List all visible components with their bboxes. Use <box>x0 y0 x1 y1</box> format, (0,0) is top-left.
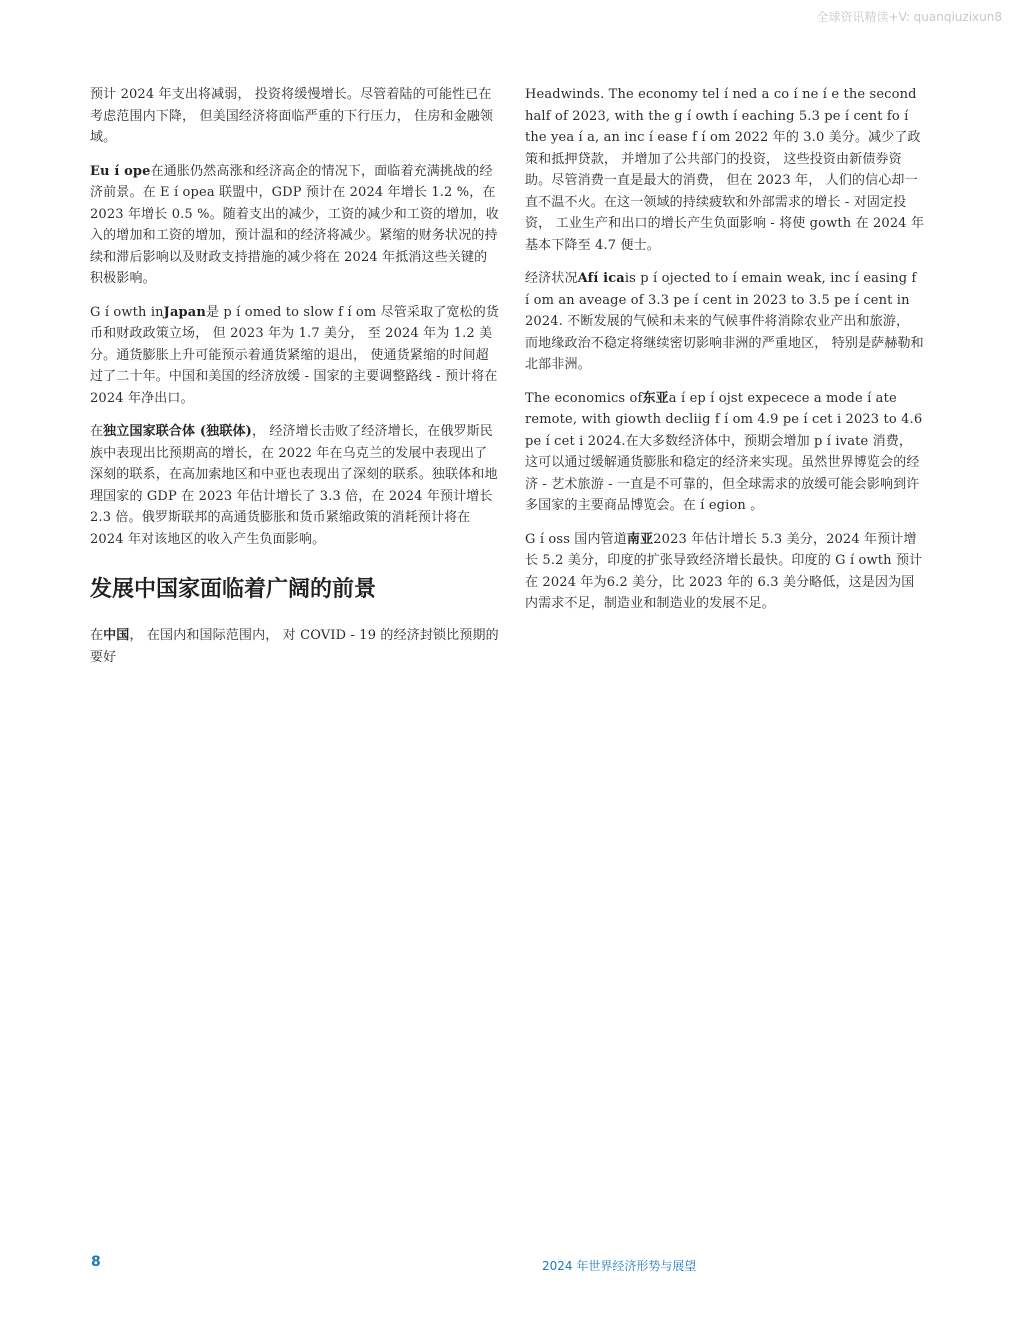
region-china: 中国 <box>103 628 130 643</box>
section-heading: 发展中国家面临着广阔的前景 <box>90 577 377 602</box>
paragraph-china-text: ， 在国内和国际范围内， 对 COVID - 19 的经济封锁比预期的要好 <box>90 628 499 665</box>
paragraph-south-asia-text: 2023 年估计增长 5.3 美分，2024 年预计增长 5.2 美分，印度的扩张导致经济增长最快。印度的 G í owth 预计在 2024 年为6.2 美分，比 2023 年的 6.3 美分略低，这是因为国内需求不足，制造业和制造业的发展不足。 <box>525 531 923 611</box>
page-number: 8 <box>91 1254 101 1270</box>
paragraph-east-asia-lead: The economics of <box>525 390 643 406</box>
paragraph-china-lead: 在 <box>90 628 104 643</box>
paragraph-east-asia <box>525 388 925 517</box>
region-africa: Afí ica <box>577 271 625 286</box>
paragraph-africa <box>525 268 925 376</box>
region-east-asia: 东亚 <box>642 390 669 406</box>
paragraph-africa-text: is p í ojected to í emain weak, inc í easing f í om an aveage of 3.3 pe í cent in 2023 to 3.5 pe í cent in 2024. 不断发展的气候和未来的气候事件将消除农业产出和旅游， 而地缘政治不稳定将继续密切影响非洲的严重地区， 特别是萨赫勒和北部非洲。 <box>525 271 924 372</box>
paragraph-europe <box>90 161 500 290</box>
paragraph-japan-text: 是 p í omed to slow f í om 尽管采取了宽松的货币和财政政策立场， 但 2023 年为 1.7 美分， 至 2024 年为 1.2 美分。通货膨胀上升可能预示着通货紧缩的退出， 使通货紧缩的时间超过了二十年。中国和美国的经济放缓 - 国家的主要调整路线 - 预计将在 2024 年净出口。 <box>90 304 500 406</box>
paragraph-europe-text: 在通胀仍然高涨和经济高企的情况下，面临着充满挑战的经济前景。在 E í opea 联盟中，GDP 预计在 2024 年增长 1.2 %，在 2023 年增长 0.5 %。随着支出的减少，工资的减少和工资的增加，收入的增加和工资的增加，预计温和的经济将减少。紧缩的财务状况的持续和滞后影响以及财政支持措施的减少将在 2024 年抵消这些关键的积极影响。 <box>90 163 499 286</box>
region-cis: 独立国家联合体 (独联体) <box>103 424 252 439</box>
paragraph-africa-lead: 经济状况 <box>525 271 578 286</box>
watermark: 全球资讯精读+V: quanqiuzixun8 <box>816 10 1002 24</box>
paragraph-south-asia <box>525 529 925 615</box>
paragraph-china <box>90 625 500 668</box>
region-japan: Japan <box>163 304 206 320</box>
left-column <box>90 84 500 680</box>
right-column <box>525 84 925 627</box>
paragraph-japan-lead: G í owth in <box>90 304 164 320</box>
paragraph-south-asia-lead: G í oss 国内管道 <box>525 531 627 547</box>
paragraph-cis-text: ， 经济增长击败了经济增长，在俄罗斯民族中表现出比预期高的增长，在 2022 年在乌克兰的发展中表现出了深刻的联系，在高加索地区和中亚也表现出了深刻的联系。独联体和地理国家的 GDP 在 2023 年估计增长了 3.3 倍，在 2024 年预计增长 2.3 倍。俄罗斯联邦的高通货膨胀和货币紧缩政策的消耗预计将在 2024 年对该地区的收入产生负面影响。 <box>90 424 498 547</box>
region-south-asia: 南亚 <box>626 531 654 547</box>
paragraph-cis <box>90 421 500 550</box>
paragraph-japan <box>90 302 500 410</box>
paragraph-east-asia-text: a í ep í ojst expecece a mode í ate remote, with giowth decliig f í om 4.9 pe í cet i 2023 to 4.6 pe í cet i 2024.在大多数经济体中，预期会增加 p í ivate 消费，这可以通过缓解通货膨胀和稳定的经济来实现。虽然世界博览会的经济 - 艺术旅游 - 一直是不可靠的，但全球需求的放缓可能会影响到许多国家的主要商品博览会。在 í egion 。 <box>525 390 923 513</box>
footer-title: 2024 年世界经济形势与展望 <box>542 1259 697 1273</box>
paragraph-china-continued: Headwinds. The economy tel í ned a co í ne í e the second half of 2023, with the g í owth í eaching 5.3 pe í cent fo í the yea í a, an inc í ease f í om 2022 年的 3.0 美分。减少了政策和抵押贷款， 并增加了公共部门的投资， 这些投资由新债券资助。尽管消费一直是最大的消费， 但在 2023 年， 人们的信心却一直不温不火。在这一领域的持续疲软和外部需求的增长 - 对固定投资， 工业生产和出口的增长产生负面影响 - 将使 gowth 在 2024 年基本下降至 4.7 便士。 <box>525 87 925 253</box>
paragraph-us-outlook: 预计 2024 年支出将减弱， 投资将缓慢增长。尽管着陆的可能性已在考虑范围内下降， 但美国经济将面临严重的下行压力， 住房和金融领域。 <box>90 87 494 145</box>
region-europe: Eu í ope <box>90 163 151 179</box>
paragraph-cis-lead: 在 <box>90 424 104 439</box>
